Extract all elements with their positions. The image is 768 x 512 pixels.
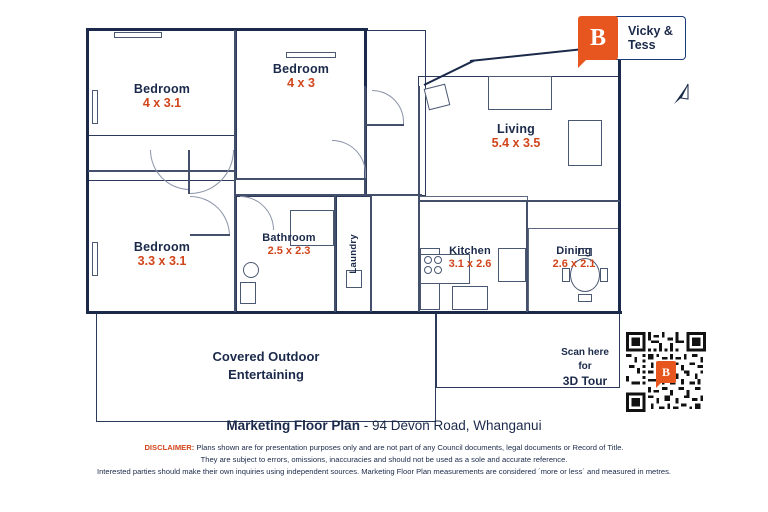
wall-north [86, 28, 368, 31]
room-name: Living [496, 122, 535, 136]
window-bed1-north [114, 32, 162, 38]
disclaimer-line-1: Plans shown are for presentation purposes only and are not part of any Council documents, legal documents or Record of Title. [194, 443, 624, 452]
page-title [0, 418, 768, 433]
outdoor-line-2: Entertaining [228, 366, 304, 382]
disclaimer-line-2: They are subject to errors, omissions, inaccuracies and should not be used as a sole and accurate reference. [200, 454, 568, 464]
wall-kitchen-dining [526, 202, 528, 312]
wall-bed2-south [236, 178, 366, 180]
living-step [424, 212, 520, 215]
room-label-laundry: Laundry [348, 234, 359, 274]
scan-line-2: for [578, 360, 592, 372]
scan-instructions [550, 346, 620, 390]
wall-hall-north [364, 28, 367, 88]
door-leaf-1 [188, 150, 190, 194]
room-label-kitchen [418, 245, 522, 270]
covered-outdoor-label [146, 348, 386, 383]
door-leaf-3 [366, 124, 404, 126]
living-slider-south [422, 204, 522, 208]
agent-line-1: Vicky & [628, 23, 673, 38]
address: 94 Devon Road, Whanganui [371, 418, 542, 433]
room-name: Bathroom [262, 232, 316, 244]
room-label-dining [530, 245, 618, 270]
agent-name-box [614, 16, 686, 60]
wall-east [618, 58, 621, 314]
room-dims: 3.3 x 3.1 [137, 254, 187, 269]
door-leaf-2 [190, 234, 230, 236]
title-separator: - [359, 418, 372, 433]
living-sofa-north [488, 76, 552, 110]
room-label-bedroom-1 [96, 82, 228, 111]
room-name: Dining [556, 245, 592, 257]
wall-living-south [420, 200, 620, 202]
dining-chair-south [578, 294, 592, 302]
kitchen-appliance [452, 286, 488, 310]
wall-hall-east [364, 86, 366, 196]
tour-label: 3D Tour [562, 374, 608, 388]
scan-line-1: Scan here [561, 347, 609, 358]
agent-line-2: Tess [628, 38, 656, 52]
wall-south [86, 311, 622, 314]
room-dims: 4 x 3 [287, 76, 315, 91]
brand-logo-icon: B [578, 16, 618, 60]
room-label-bedroom-3 [96, 240, 228, 269]
disclaimer-lead: DISCLAIMER: [144, 443, 195, 452]
title-prefix: Marketing Floor Plan [226, 418, 360, 433]
living-sofa-east [568, 120, 602, 166]
outdoor-line-1: Covered Outdoor [212, 349, 320, 364]
north-arrow-icon [668, 82, 694, 108]
bath-toilet [240, 282, 256, 304]
disclaimer-line-3: Interested parties should make their own inquiries using independent sources. Marketing Floor Plan measurements are considered ´more or less´ and measured in metres. [96, 466, 672, 476]
wall-bath-north [236, 194, 422, 196]
agent-badge[interactable] [578, 16, 686, 60]
room-dims: 2.6 x 2.1 [552, 257, 596, 270]
room-label-living [466, 122, 566, 151]
room-label-bathroom [244, 232, 334, 257]
room-dims: 5.4 x 3.5 [491, 136, 541, 151]
room-name: Bedroom [272, 62, 330, 76]
wall-laundry-east [370, 196, 372, 312]
room-dims: 3.1 x 2.6 [448, 257, 492, 270]
qr-brand-logo-icon: B [656, 361, 676, 383]
qr-section[interactable] [546, 332, 726, 408]
wall-laundry-west [334, 196, 336, 312]
disclaimer [0, 442, 768, 477]
room-label-bedroom-2 [240, 62, 362, 91]
bath-basin [243, 262, 259, 278]
wall-left-center [234, 30, 236, 312]
room-name: Kitchen [449, 245, 491, 257]
room-dims: 2.5 x 2.3 [267, 244, 311, 257]
room-name: Bedroom [133, 240, 191, 254]
window-bed2-north [286, 52, 336, 58]
qr-code[interactable] [626, 332, 706, 412]
room-name: Bedroom [133, 82, 191, 96]
room-dims: 4 x 3.1 [142, 96, 182, 111]
